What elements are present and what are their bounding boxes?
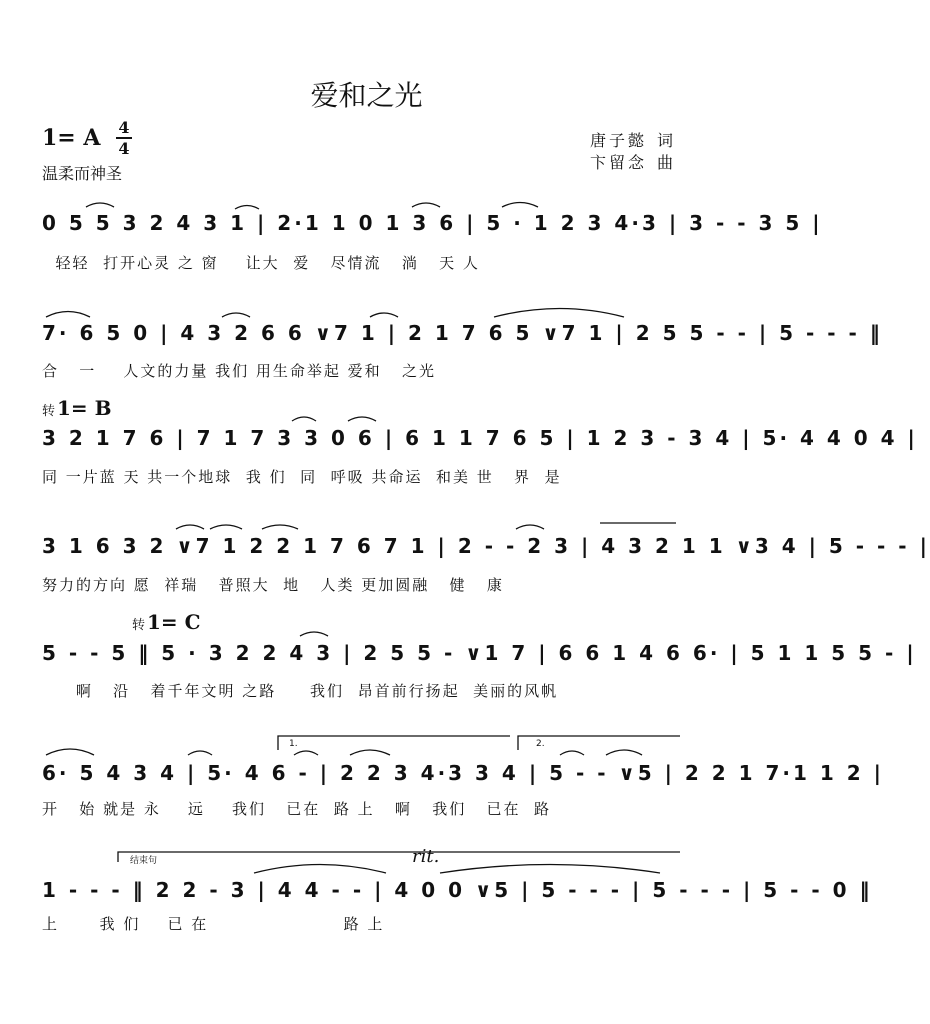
- slur: [188, 751, 212, 755]
- notation-row-3: 3 2 1 7 6 | 7 1 7 3 3 0 6 | 6 1 1 7 6 5 | 1 2 3 - 3 4 | 5· 4 4 0 4 |: [42, 426, 918, 450]
- slur: [516, 525, 544, 529]
- slur: [222, 313, 250, 317]
- slur: [235, 206, 259, 210]
- lyrics-row-1: 轻轻 打开心灵 之 窗 让大 爱 尽情流 淌 天 人: [42, 254, 480, 272]
- slur: [502, 203, 538, 208]
- slur: [294, 751, 318, 755]
- volta-2-bracket: [518, 736, 680, 750]
- lyrics-row-6: 开 始 就是 永 远 我们 已在 路 上 啊 我们 已在 路: [42, 800, 552, 818]
- modulation-b-prefix: 转: [42, 404, 56, 419]
- slur: [494, 309, 624, 318]
- tempo-marking: 温柔而神圣: [42, 164, 123, 183]
- ending-bracket: [118, 852, 680, 862]
- slur: [292, 417, 316, 421]
- lyrics-row-5: 啊 沿 着千年文明 之路 我们 昂首前行扬起 美丽的风帆: [42, 682, 559, 700]
- time-signature-top: 4: [118, 118, 130, 137]
- notation-row-7: 1 - - - ‖ 2 2 - 3 | 4 4 - - | 4 0 0 ∨5 | 5 - - - | 5 - - - | 5 - - 0 ‖: [42, 878, 873, 902]
- key-signature: 1= A: [42, 125, 101, 151]
- modulation-c-key: 1= C: [147, 610, 201, 634]
- slur: [560, 751, 584, 755]
- slur: [86, 203, 114, 207]
- lyrics-row-2: 合 一 人文的力量 我们 用生命举起 爱和 之光: [42, 362, 436, 380]
- notation-row-4: 3 1 6 3 2 ∨7 1 2 2 1 7 6 7 1 | 2 - - 2 3 | 4 3 2 1 1 ∨3 4 | 5 - - - |: [42, 534, 930, 558]
- lyrics-row-3: 同 一片蓝 天 共一个地球 我 们 同 呼吸 共命运 和美 世 界 是: [42, 468, 562, 486]
- page-title: 爱和之光: [310, 79, 423, 112]
- notation-row-5: 5 - - 5 ‖ 5 · 3 2 2 4 3 | 2 5 5 - ∨1 7 | 6 6 1 4 6 6· | 5 1 1 5 5 - |: [42, 641, 917, 665]
- slur: [210, 525, 242, 529]
- composer-role: 曲: [657, 153, 677, 172]
- slur: [606, 750, 642, 755]
- slur: [176, 525, 204, 529]
- slur: [412, 203, 440, 207]
- composer-name: 卞留念: [590, 153, 648, 172]
- slur: [46, 749, 94, 755]
- modulation-b-key: 1= B: [57, 396, 112, 420]
- lyricist-role: 词: [657, 131, 677, 150]
- lyricist-name: 唐子懿: [590, 131, 648, 150]
- lyrics-row-4: 努力的方向 愿 祥瑞 普照大 地 人类 更加圆融 健 康: [42, 576, 504, 594]
- slur: [262, 525, 298, 529]
- slur: [254, 865, 386, 874]
- notation-row-2: 7· 6 5 0 | 4 3 2 6 6 ∨7 1 | 2 1 7 6 5 ∨7 1 | 2 5 5 - - | 5 - - - ‖: [42, 321, 883, 345]
- notation-row-1: 0 5 5 3 2 4 3 1 | 2·1 1 0 1 3 6 | 5 · 1 2 3 4·3 | 3 - - 3 5 |: [42, 211, 823, 235]
- time-signature-bottom: 4: [118, 139, 130, 158]
- slur: [300, 632, 328, 636]
- notation-row-6: 6· 5 4 3 4 | 5· 4 6 - | 2 2 3 4·3 3 4 | 5 - - ∨5 | 2 2 1 7·1 1 2 |: [42, 761, 884, 785]
- slur: [440, 865, 660, 874]
- volta-2-label: 2.: [536, 739, 545, 749]
- modulation-c-prefix: 转: [132, 618, 146, 633]
- slur: [348, 417, 376, 421]
- volta-1-bracket: [278, 736, 510, 750]
- rit-marking: rit.: [412, 846, 440, 867]
- slur: [350, 750, 390, 755]
- volta-1-label: 1.: [289, 739, 298, 749]
- lyrics-row-7: 上 我 们 已 在 路 上: [42, 915, 385, 933]
- ending-label: 结束句: [130, 856, 158, 866]
- slur: [370, 313, 398, 317]
- slur: [46, 312, 90, 318]
